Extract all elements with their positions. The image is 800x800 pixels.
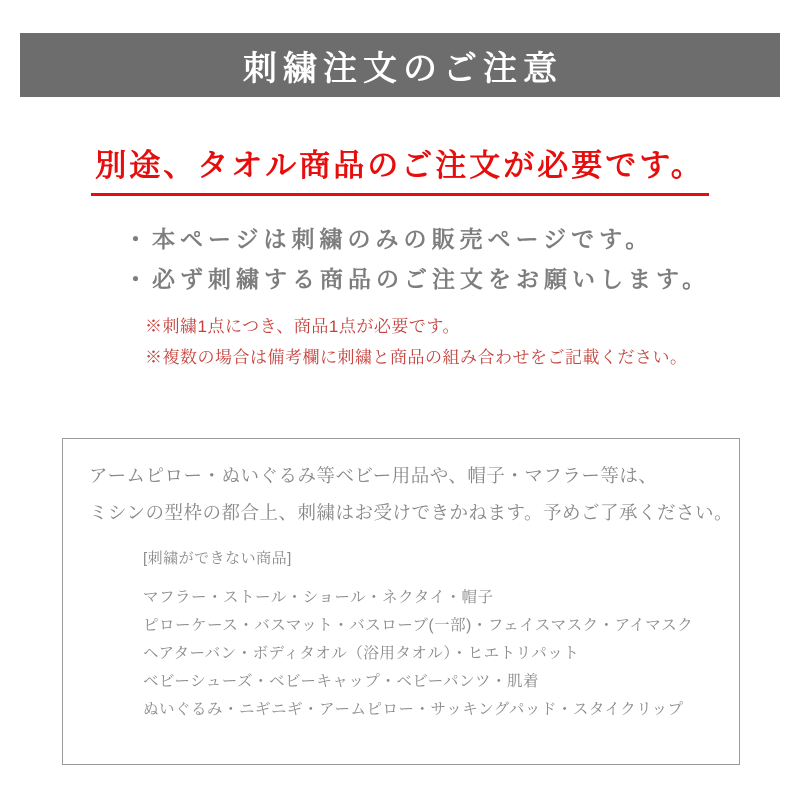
headline-required-order: 別途、タオル商品のご注文が必要です。 [91, 140, 709, 196]
list-item: マフラー・ストール・ショール・ネクタイ・帽子 [143, 589, 494, 606]
list-item: ピローケース・バスマット・バスローブ(一部)・フェイスマスク・アイマスク [143, 617, 694, 634]
notice-box [62, 438, 740, 765]
bullet-list [124, 219, 710, 299]
notice-paragraph-line: アームピロー・ぬいぐるみ等ベビー用品や、帽子・マフラー等は、 [89, 465, 658, 486]
bullet-item-order-request: ・必ず刺繍する商品のご注文をお願いします。 [124, 266, 711, 292]
list-item: ぬいぐるみ・ニギニギ・アームピロー・サッキングパッド・スタイクリップ [143, 701, 684, 718]
list-item: ヘアターバン・ボディタオル（浴用タオル）・ヒエトリパット [143, 645, 580, 662]
note-item-remarks-column: ※複数の場合は備考欄に刺繍と商品の組み合わせをご記載ください。 [145, 348, 688, 367]
list-item: ベビーシューズ・ベビーキャップ・ベビーパンツ・肌着 [143, 673, 539, 690]
bullet-item-sales-page: ・本ページは刺繍のみの販売ページです。 [124, 226, 654, 252]
non-embroiderable-list-title: [刺繍ができない商品] [143, 550, 292, 567]
note-list [145, 311, 688, 373]
header-banner [20, 33, 780, 97]
notice-paragraph-line: ミシンの型枠の都合上、刺繍はお受けできかねます。予めご了承ください。 [89, 502, 734, 523]
notice-paragraph [89, 457, 733, 531]
non-embroiderable-list [143, 547, 693, 724]
headline-wrap [0, 140, 800, 196]
page-title: 刺繍注文のご注意 [243, 49, 563, 88]
note-item-one-per-item: ※刺繍1点につき、商品1点が必要です。 [145, 317, 461, 336]
